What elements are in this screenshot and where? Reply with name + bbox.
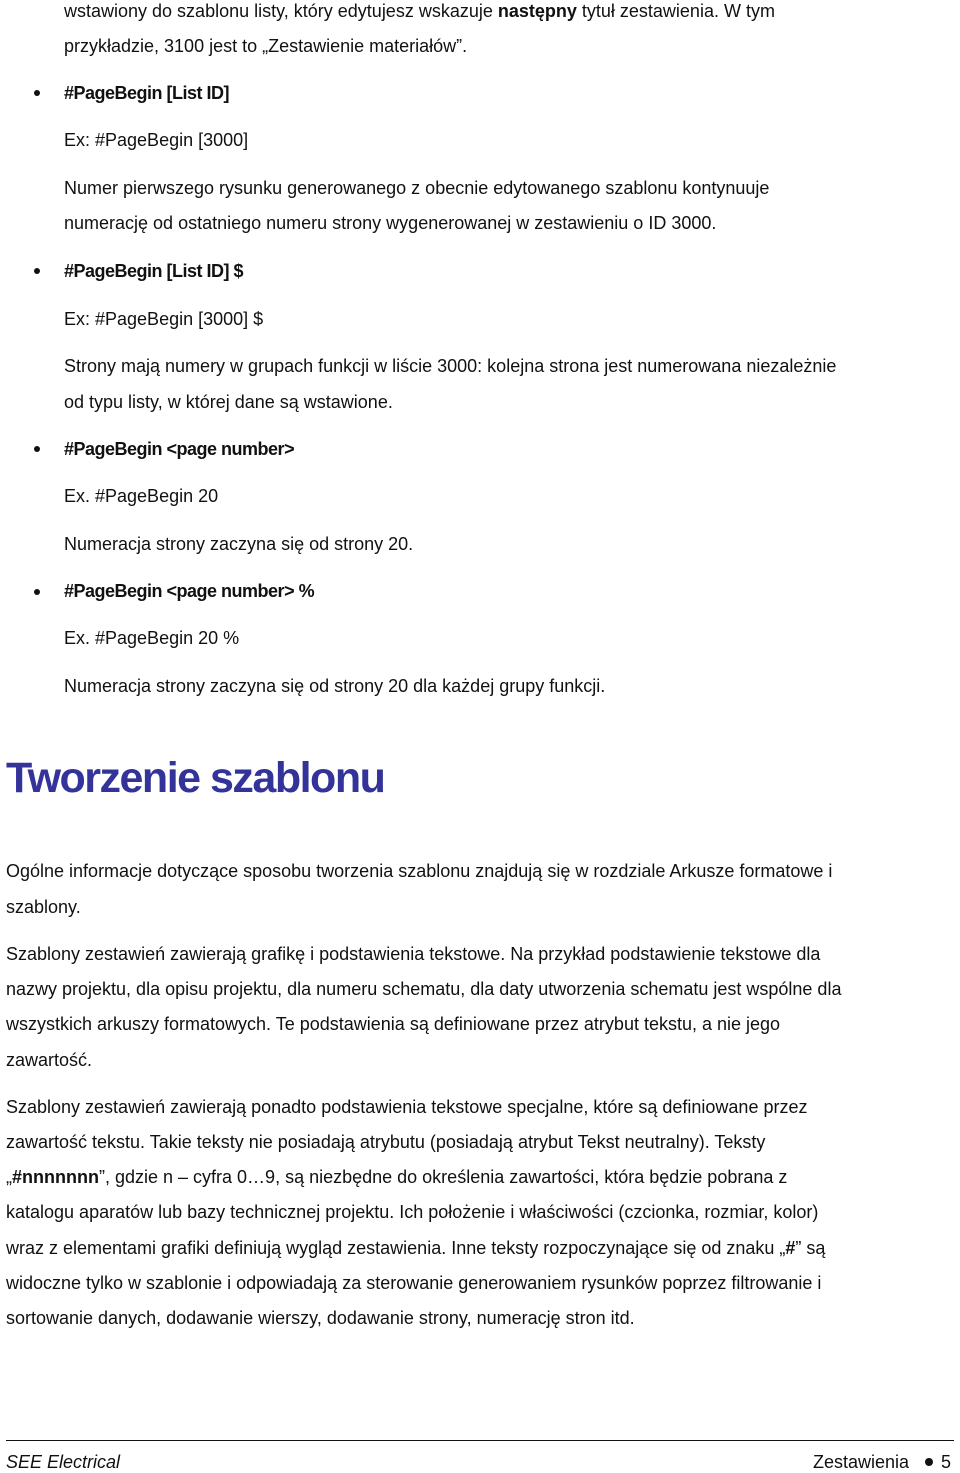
bullet-description-line: numerację od ostatniego numeru strony wygenerowanej w zestawieniu o ID 3000. (64, 213, 717, 233)
emphasis-text: # (785, 1238, 796, 1258)
emphasis-text: następny (497, 1, 577, 21)
footer-divider (6, 1440, 954, 1441)
bullet-example: Ex. #PageBegin 20 % (64, 628, 240, 648)
bullet-description-line: Numeracja strony zaczyna się od strony 20. (64, 534, 414, 554)
paragraph-line: katalogu aparatów lub bazy technicznej projektu. Ich położenie i właściwości (czcionka, rozmiar, kolor) (6, 1202, 819, 1222)
bullet-example: Ex. #PageBegin 20 (64, 486, 219, 506)
bullet-description-line: Numeracja strony zaczyna się od strony 20 dla każdej grupy funkcji. (64, 676, 606, 696)
bullet-dot (34, 589, 40, 595)
bullet-dot (34, 268, 40, 274)
footer-chapter-name: Zestawienia (813, 1452, 910, 1472)
footer-product-name: SEE Electrical (6, 1452, 121, 1472)
footer-bullet-dot (925, 1458, 933, 1466)
paragraph-line: zawartość tekstu. Takie teksty nie posiadają atrybutu (posiadają atrybut Tekst neutralny). Teksty (6, 1132, 766, 1152)
paragraph-line: sortowanie danych, dodawanie wierszy, dodawanie strony, numerację stron itd. (6, 1308, 635, 1328)
bullet-dot (34, 90, 40, 96)
bullet-description-line: od typu listy, w której dane są wstawione. (64, 392, 393, 412)
bullet-command: #PageBegin <page number> % (64, 581, 315, 601)
bullet-dot (34, 446, 40, 452)
intro-line-2: przykładzie, 3100 jest to „Zestawienie materiałów”. (64, 36, 468, 56)
paragraph-line: wraz z elementami grafiki definiują wygląd zestawienia. Inne teksty rozpoczynające się od znaku „#” są (6, 1238, 826, 1258)
bullet-example: Ex: #PageBegin [3000] $ (64, 309, 264, 329)
bullet-command: #PageBegin [List ID] $ (64, 261, 244, 281)
bullet-command: #PageBegin [List ID] (64, 83, 230, 103)
bullet-example: Ex: #PageBegin [3000] (64, 130, 249, 150)
intro-line-1: wstawiony do szablonu listy, który edytujesz wskazuje następny tytuł zestawienia. W tym (64, 1, 775, 21)
paragraph-line: szablony. (6, 897, 81, 917)
paragraph-line: Szablony zestawień zawierają ponadto podstawienia tekstowe specjalne, które są definiowane przez (6, 1097, 808, 1117)
bullet-command: #PageBegin <page number> (64, 439, 295, 459)
section-heading: Tworzenie szablonu (6, 754, 385, 802)
emphasis-text: #nnnnnnn (12, 1167, 99, 1187)
paragraph-line: Szablony zestawień zawierają grafikę i podstawienia tekstowe. Na przykład podstawienie tekstowe dla (6, 944, 821, 964)
paragraph-line: „#nnnnnnn”, gdzie n – cyfra 0…9, są niezbędne do określenia zawartości, która będzie pobrana z (6, 1167, 788, 1187)
bullet-description-line: Numer pierwszego rysunku generowanego z obecnie edytowanego szablonu kontynuuje (64, 178, 770, 198)
paragraph-line: Ogólne informacje dotyczące sposobu tworzenia szablonu znajdują się w rozdziale Arkusze formatowe i (6, 861, 833, 881)
paragraph-line: widoczne tylko w szablonie i odpowiadają za sterowanie generowaniem rysunków poprzez filtrowanie i (6, 1273, 822, 1293)
paragraph-line: wszystkich arkuszy formatowych. Te podstawienia są definiowane przez atrybut tekstu, a nie jego (6, 1014, 781, 1034)
footer-page-number: 5 (941, 1452, 952, 1472)
bullet-description-line: Strony mają numery w grupach funkcji w liście 3000: kolejna strona jest numerowana niezależnie (64, 356, 837, 376)
paragraph-line: nazwy projektu, dla opisu projektu, dla numeru schematu, dla daty utworzenia schematu jest wspólne dla (6, 979, 842, 999)
paragraph-line: zawartość. (6, 1050, 93, 1070)
